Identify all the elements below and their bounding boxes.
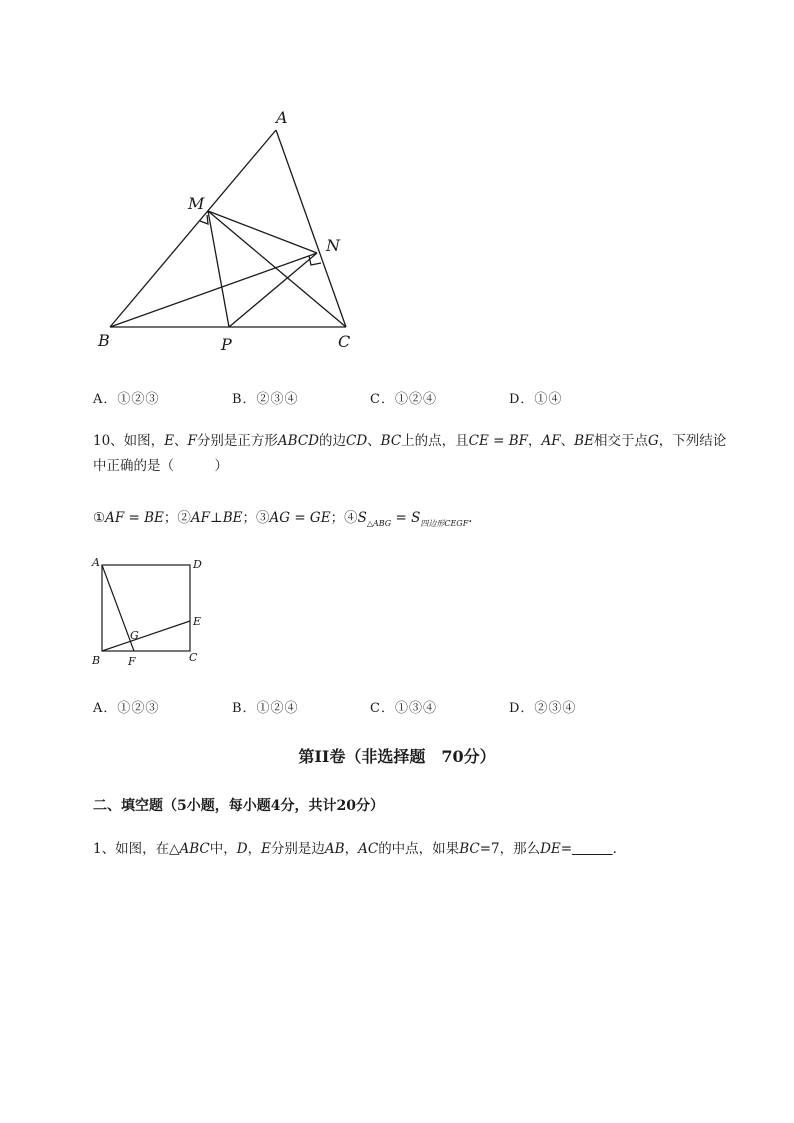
part2-title: 第II卷（非选择题 70分）: [298, 747, 496, 766]
label-n: N: [326, 236, 340, 255]
label-g: G: [130, 629, 139, 642]
figure-triangle-mnp: [90, 105, 370, 360]
q10-stem-line1: 10、如图，E、F分别是正方形ABCD的边CD、BC上的点，且CE = BF，AF、BE相交于点G，下列结论: [93, 433, 727, 449]
q10-option-a: A．①②③: [93, 701, 160, 716]
segment-pn: [229, 253, 317, 327]
label-a: A: [92, 556, 100, 569]
q10-option-d: D．②③④: [509, 701, 577, 716]
section2-title: 二、填空题（5小题，每小题4分，共计20分）: [93, 798, 384, 814]
q9-option-d: D．①④: [509, 392, 563, 407]
fill-q1: 1、如图，在△ABC中，D，E分别是边AB，AC的中点，如果BC=7，那么DE=＿＿＿．: [93, 841, 627, 857]
label-b: B: [98, 331, 110, 350]
right-angle-mark-n: [309, 256, 321, 265]
label-b: B: [92, 654, 101, 667]
square-abcd: [102, 565, 190, 651]
q10-statements: ①AF = BE；②AF⊥BE；③AG = GE；$④S_{\triangle ABG} = S_{四边形CEGF}$．: [93, 510, 482, 528]
label-d: D: [193, 558, 202, 571]
segment-be: [102, 621, 190, 651]
segment-mn: [208, 211, 317, 253]
label-a: A: [276, 108, 288, 127]
q10-option-c: C．①③④: [370, 701, 437, 716]
figure-square-abcd: [88, 553, 208, 671]
q9-option-c: C．①②④: [370, 392, 437, 407]
q9-option-b: B．②③④: [232, 392, 299, 407]
segment-mp: [208, 211, 229, 327]
label-m: M: [188, 194, 205, 213]
label-e: E: [193, 615, 202, 628]
label-p: P: [221, 335, 232, 354]
q10-option-b: B．①②④: [232, 701, 299, 716]
label-c: C: [189, 651, 198, 664]
label-c: C: [338, 332, 351, 351]
q10-stem-line2: 中正确的是（ ）: [93, 458, 228, 474]
label-f: F: [128, 655, 136, 668]
q9-option-a: A．①②③: [93, 392, 160, 407]
answer-blank: ＿＿＿: [572, 841, 613, 857]
